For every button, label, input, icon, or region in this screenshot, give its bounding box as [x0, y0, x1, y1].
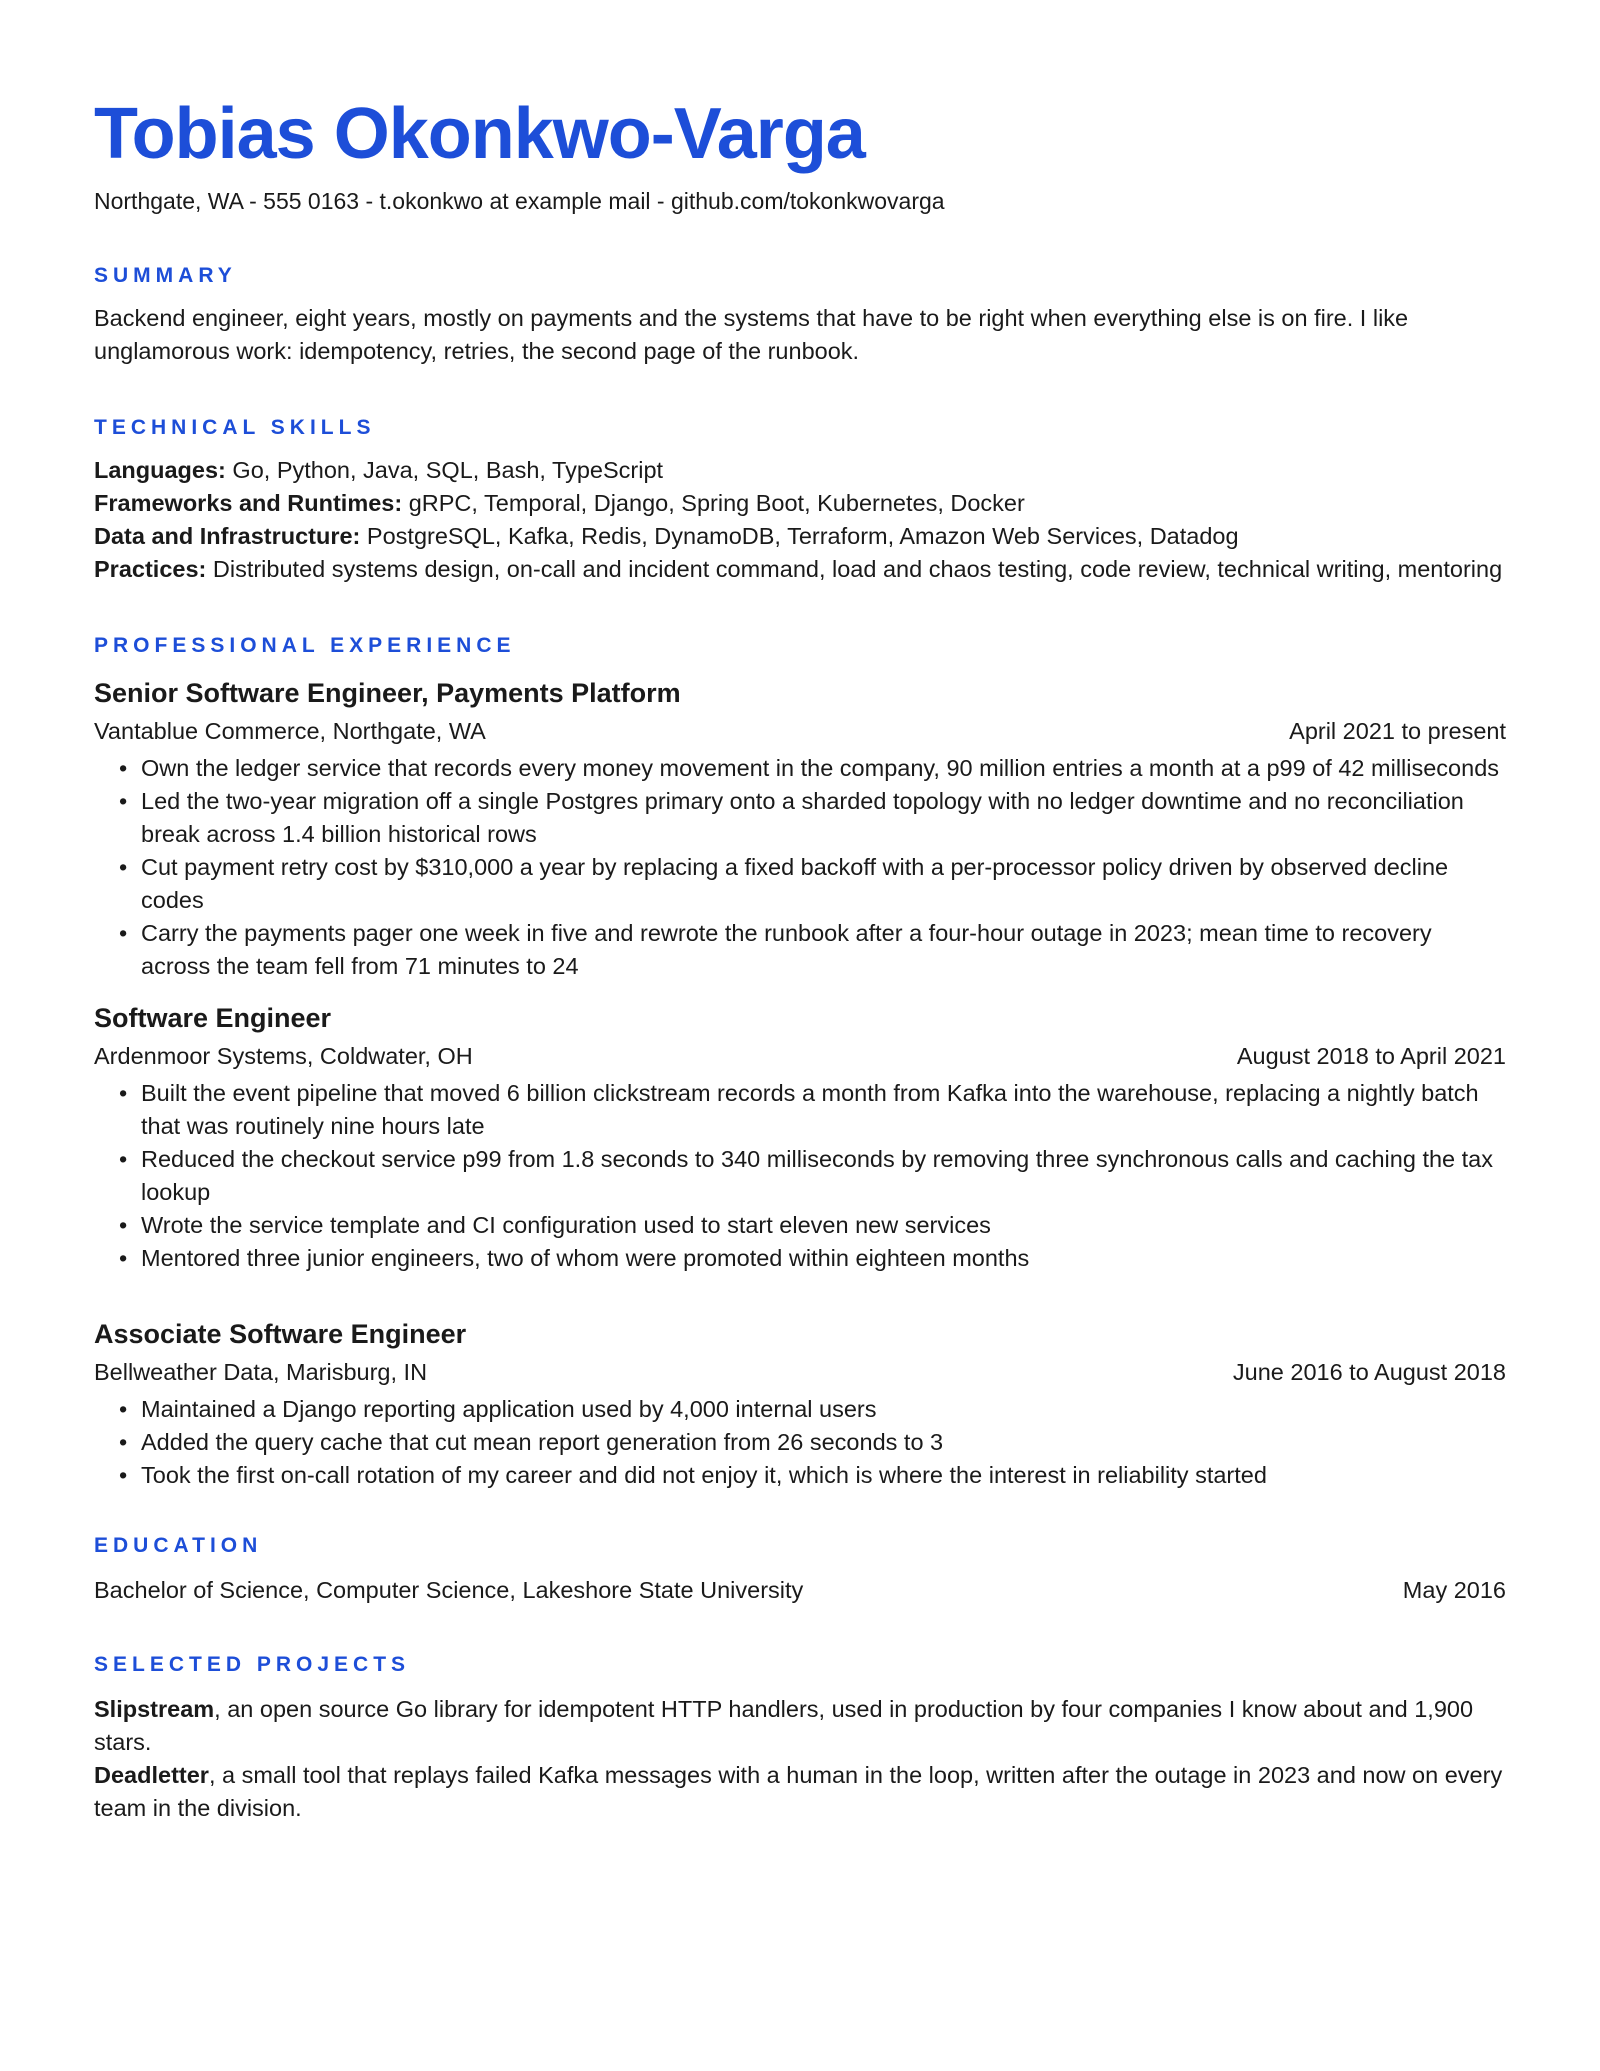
job-dates: June 2016 to August 2018 — [1232, 1359, 1506, 1385]
project-name: Slipstream — [94, 1696, 215, 1722]
section-title-education: EDUCATION — [94, 1534, 263, 1557]
summary-text: Backend engineer, eight years, mostly on payments and the systems that have to be right when everything else is on fire. I like unglamorous work: idempotency, retries, the second page of the runbook. — [94, 305, 1409, 364]
projects-list — [94, 1693, 1506, 1825]
skill-value: Distributed systems design, on-call and incident command, load and chaos testing, code review, technical writing, mentoring — [206, 556, 1503, 582]
bullet-item: • Took the first on-call rotation of my career and did not enjoy it, which is where the interest in reliability started — [141, 1459, 1506, 1492]
section-title-skills: TECHNICAL SKILLS — [94, 416, 376, 439]
skill-line-languages — [94, 454, 1506, 487]
job-entry — [94, 676, 1506, 983]
bullet-item: • Built the event pipeline that moved 6 billion clickstream records a month from Kafka into the warehouse, replacing a nightly batch that was routinely nine hours late — [141, 1077, 1506, 1143]
section-title-projects: SELECTED PROJECTS — [94, 1653, 411, 1676]
job-company: Vantablue Commerce, Northgate, WA — [94, 718, 486, 744]
job-meta — [94, 1040, 1506, 1073]
bullet-item: • Cut payment retry cost by $310,000 a year by replacing a fixed backoff with a per-processor policy driven by observed decline codes — [141, 851, 1506, 917]
job-meta — [94, 1356, 1506, 1389]
job-title: Associate Software Engineer — [94, 1319, 467, 1349]
bullet-item: • Mentored three junior engineers, two of whom were promoted within eighteen months — [141, 1242, 1506, 1275]
candidate-name: Tobias Okonkwo-Varga — [94, 94, 865, 174]
education-date: May 2016 — [1402, 1577, 1506, 1603]
job-bullets — [94, 1077, 1506, 1275]
bullet-item: • Led the two-year migration off a single Postgres primary onto a sharded topology with no ledger downtime and no reconciliation break across 1.4 billion historical rows — [141, 785, 1506, 851]
skill-line-practices — [94, 553, 1506, 586]
skill-label: Frameworks and Runtimes: — [94, 490, 403, 516]
job-entry — [94, 1001, 1506, 1275]
skill-label: Data and Infrastructure: — [94, 523, 361, 549]
project-description: , an open source Go library for idempotent HTTP handlers, used in production by four companies I know about and 1,900 stars. — [94, 1696, 1474, 1755]
bullet-item: • Added the query cache that cut mean report generation from 26 seconds to 3 — [141, 1426, 1506, 1459]
skill-value: Go, Python, Java, SQL, Bash, TypeScript — [225, 457, 664, 483]
job-company: Bellweather Data, Marisburg, IN — [94, 1359, 428, 1385]
bullet-item: • Carry the payments pager one week in five and rewrote the runbook after a four-hour outage in 2023; mean time to recovery across the team fell from 71 minutes to 24 — [141, 917, 1506, 983]
job-bullets — [94, 1393, 1506, 1492]
job-entry — [94, 1317, 1506, 1492]
skill-label: Practices: — [94, 556, 207, 582]
job-dates: August 2018 to April 2021 — [1236, 1043, 1506, 1069]
skills-list — [94, 454, 1506, 586]
job-company: Ardenmoor Systems, Coldwater, OH — [94, 1043, 473, 1069]
skill-line-data-infrastructure — [94, 520, 1506, 553]
education-degree: Bachelor of Science, Computer Science, Lakeshore State University — [94, 1577, 804, 1603]
contact-line: Northgate, WA - 555 0163 - t.okonkwo at example mail - github.com/tokonkwovarga — [94, 188, 945, 214]
project-item — [94, 1693, 1506, 1759]
bullet-item: • Maintained a Django reporting application used by 4,000 internal users — [141, 1393, 1506, 1426]
job-bullets — [94, 752, 1506, 983]
bullet-item: • Reduced the checkout service p99 from 1.8 seconds to 340 milliseconds by removing three synchronous calls and caching the tax lookup — [141, 1143, 1506, 1209]
section-title-experience: PROFESSIONAL EXPERIENCE — [94, 634, 516, 657]
project-description: , a small tool that replays failed Kafka messages with a human in the loop, written after the outage in 2023 and now on every team in the division. — [94, 1762, 1503, 1821]
skill-label: Languages: — [94, 457, 226, 483]
bullet-item: • Own the ledger service that records every money movement in the company, 90 million entries a month at a p99 of 42 milliseconds — [141, 752, 1506, 785]
job-title: Software Engineer — [94, 1003, 332, 1033]
bullet-item: • Wrote the service template and CI configuration used to start eleven new services — [141, 1209, 1506, 1242]
skill-value: gRPC, Temporal, Django, Spring Boot, Kubernetes, Docker — [402, 490, 1025, 516]
job-title: Senior Software Engineer, Payments Platform — [94, 678, 681, 708]
project-name: Deadletter — [94, 1762, 209, 1788]
project-item — [94, 1759, 1506, 1825]
job-meta — [94, 715, 1506, 748]
skill-line-frameworks — [94, 487, 1506, 520]
skill-value: PostgreSQL, Kafka, Redis, DynamoDB, Terraform, Amazon Web Services, Datadog — [360, 523, 1239, 549]
section-title-summary: SUMMARY — [94, 264, 237, 287]
job-dates: April 2021 to present — [1289, 718, 1506, 744]
education-row — [94, 1574, 1506, 1607]
